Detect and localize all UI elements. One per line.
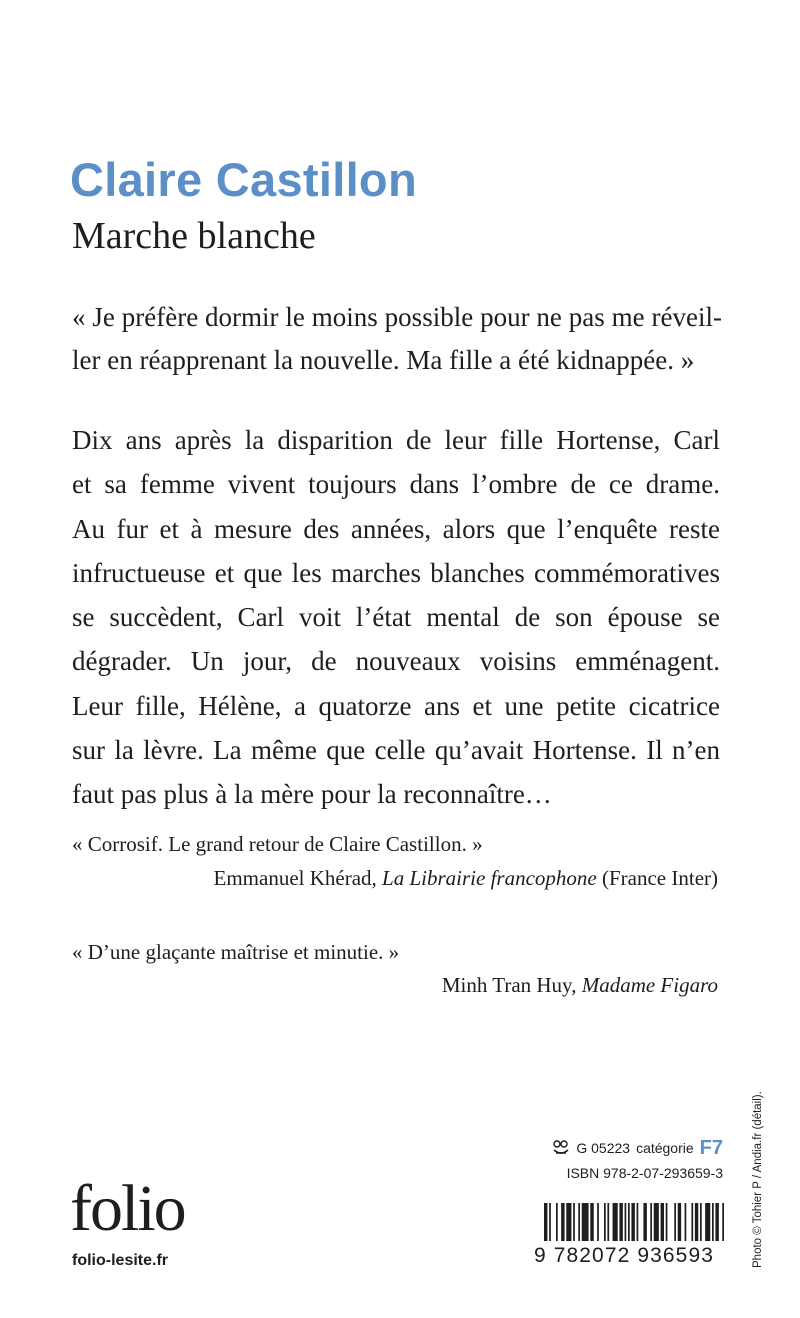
barcode-bar	[590, 1203, 593, 1241]
summary-line: Au fur et à mesure des années, alors que l’enquête reste	[72, 513, 720, 544]
barcode-bar	[578, 1203, 580, 1241]
barcode-bar	[661, 1203, 664, 1241]
barcode-bar	[628, 1203, 630, 1241]
gallimard-logo-icon	[552, 1140, 570, 1156]
barcode-bar	[637, 1203, 639, 1241]
barcode-bar	[700, 1203, 702, 1241]
category-code: F7	[699, 1136, 723, 1159]
barcode-bar	[604, 1203, 606, 1241]
review-critic: Emmanuel Khérad,	[213, 866, 383, 890]
barcode-bar	[650, 1203, 652, 1241]
review-attribution	[442, 973, 718, 998]
summary-line: et sa femme vivent toujours dans l’ombre de ce drame.	[72, 469, 720, 500]
barcode-bar	[674, 1203, 676, 1241]
barcode-bar	[631, 1203, 634, 1241]
barcode-bar	[613, 1203, 618, 1241]
summary-line: Dix ans après la disparition de leur fille Hortense, Carl	[72, 425, 720, 455]
barcode-bar	[715, 1203, 718, 1241]
product-codes	[527, 1135, 723, 1185]
barcode-bar	[549, 1203, 551, 1241]
photo-credit: Photo © Tohier P / Andia.fr (détail).	[752, 1091, 764, 1268]
publisher-site: folio-lesite.fr	[72, 1252, 169, 1269]
review-quote: « Corrosif. Le grand retour de Claire Castillon. »	[72, 832, 483, 856]
barcode-bar	[566, 1203, 571, 1241]
review-critic: Minh Tran Huy,	[441, 973, 582, 997]
book-summary	[72, 418, 720, 817]
summary-line: infructueuse et que les marches blanches commémoratives	[72, 557, 720, 588]
barcode-bar	[619, 1203, 622, 1241]
barcode-bar	[654, 1203, 659, 1241]
barcode-bar	[561, 1203, 564, 1241]
epigraph-line: « Je préfère dormir le moins possible pour ne pas me réveil-	[72, 302, 722, 332]
review-attribution	[214, 866, 718, 891]
author-name: Claire Castillon	[70, 153, 417, 206]
barcode-bar	[695, 1203, 698, 1241]
barcode-digits: 9 782072 936593	[534, 1244, 714, 1267]
barcode-bar	[666, 1203, 668, 1241]
barcode-bar	[712, 1203, 714, 1241]
barcode-bar	[573, 1203, 575, 1241]
barcode-bar	[691, 1203, 693, 1241]
barcode-bar	[607, 1203, 609, 1241]
review-quote: « D’une glaçante maîtrise et minutie. »	[72, 940, 400, 964]
g-code: G 05223	[576, 1140, 631, 1156]
review-source: La Librairie francophone	[382, 866, 597, 890]
book-title: Marche blanche	[72, 215, 316, 257]
epigraph-line: ler en réapprenant la nouvelle. Ma fille a été kidnappée. »	[72, 345, 695, 375]
isbn: ISBN 978-2-07-293659-3	[566, 1165, 723, 1181]
summary-line: se succèdent, Carl voit l’état mental de son épouse se	[72, 602, 720, 633]
barcode-bar	[705, 1203, 710, 1241]
summary-line: sur la lèvre. La même que celle qu’avait Hortense. Il n’en	[72, 735, 720, 766]
barcode-bar	[556, 1203, 558, 1241]
barcode-bar	[643, 1203, 646, 1241]
barcode-bar	[625, 1203, 627, 1241]
summary-line: dégrader. Un jour, de nouveaux voisins emménagent.	[72, 646, 720, 677]
barcode-bar	[544, 1203, 547, 1241]
summary-line: Leur fille, Hélène, a quatorze ans et une petite cicatrice	[72, 690, 720, 721]
epigraph	[72, 296, 722, 382]
category-label: catégorie	[636, 1140, 694, 1156]
review-source: Madame Figaro	[581, 973, 718, 997]
category-line	[527, 1135, 723, 1161]
review-suffix: (France Inter)	[596, 866, 718, 890]
barcode-bar	[597, 1203, 599, 1241]
summary-line: faut pas plus à la mère pour la reconnaître…	[72, 779, 552, 810]
barcode-bar	[685, 1203, 687, 1241]
barcode-bar	[722, 1203, 724, 1241]
barcode-bar	[678, 1203, 681, 1241]
barcode-bar	[582, 1203, 589, 1241]
folio-logo: folio	[70, 1172, 185, 1245]
